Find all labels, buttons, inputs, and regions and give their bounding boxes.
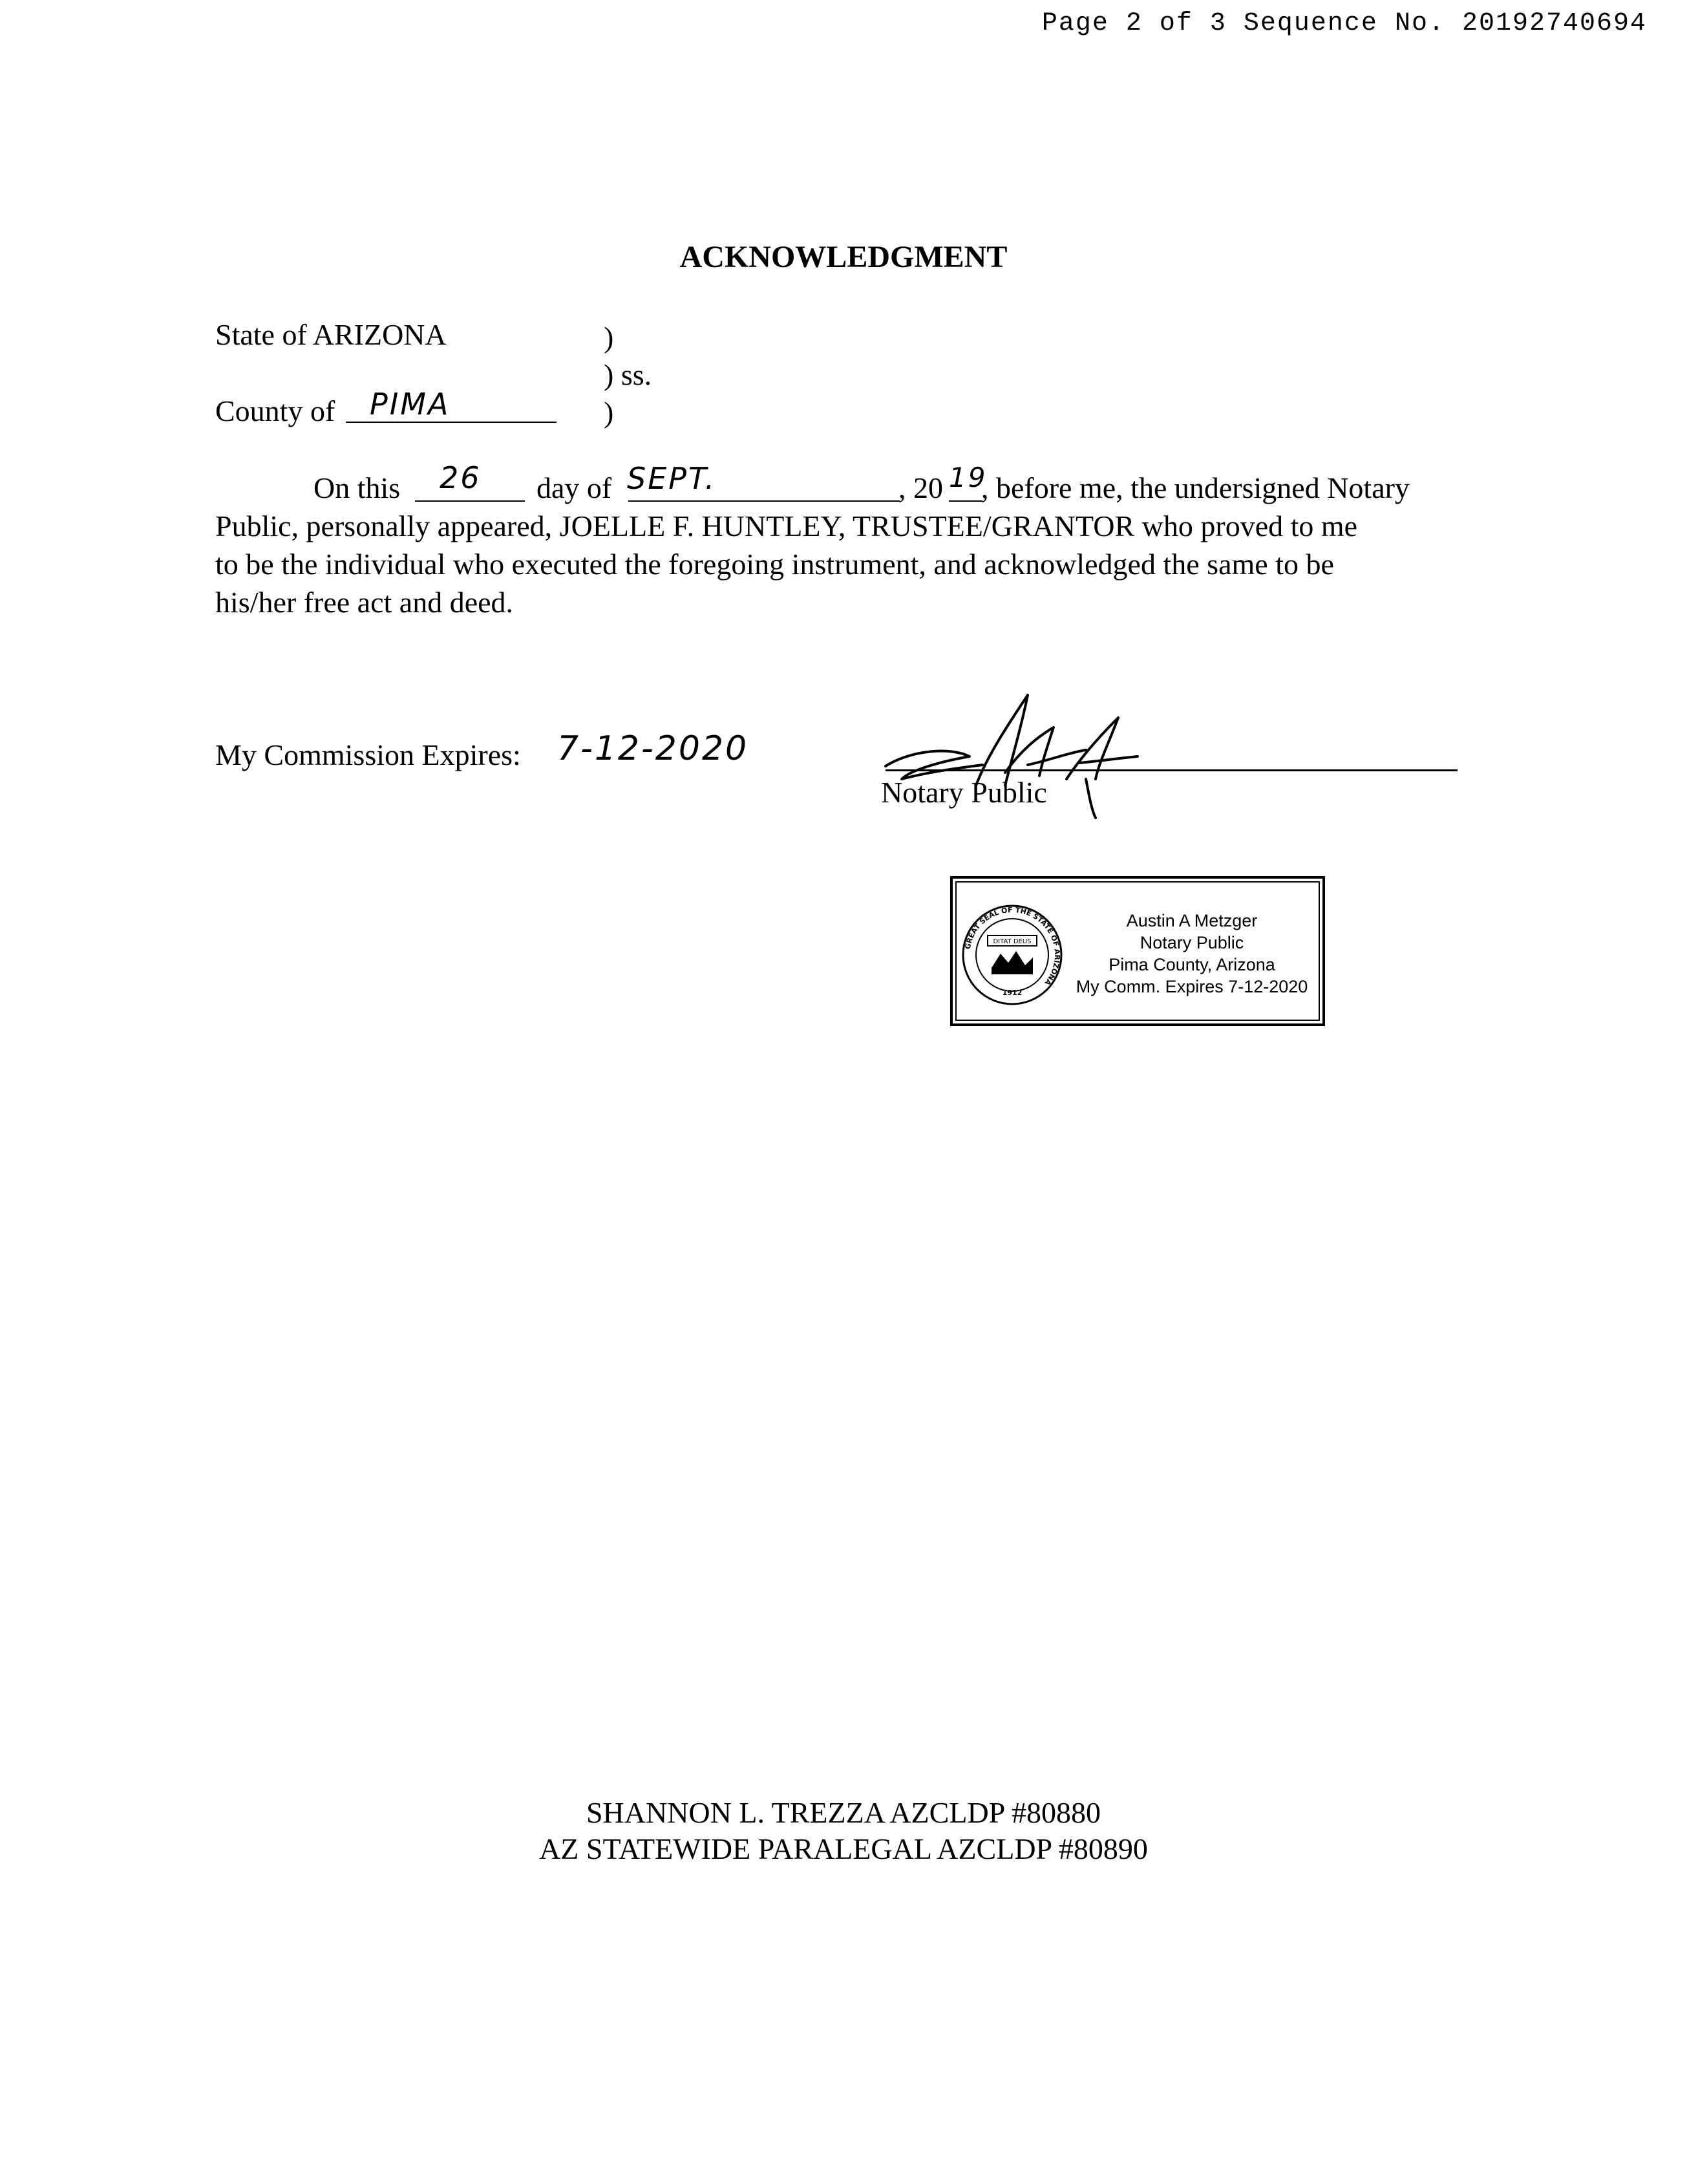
stamp-notary-title: Notary Public [1140,933,1244,952]
commission-handwritten-value: 7-12-2020 [557,729,749,768]
signature-line [886,769,1458,771]
stamp-notary-name: Austin A Metzger [1126,911,1258,930]
seal-ring-text: GREAT SEAL OF THE STATE OF ARIZONA [963,905,1062,987]
commission-label: My Commission Expires: [215,738,521,771]
month-blank-line [628,500,900,502]
seal-motto: DITAT DEUS [993,938,1032,945]
arizona-great-seal-icon [960,903,1064,1007]
state-line: State of ARIZONA [215,318,447,351]
footer-line-2: AZ STATEWIDE PARALEGAL AZCLDP #80890 [539,1832,1148,1865]
footer-line-1: SHANNON L. TREZZA AZCLDP #80880 [586,1796,1101,1829]
ack-line-3: to be the individual who executed the foregoing instrument, and acknowledged the same to be [215,548,1334,581]
venue-paren-1: ) [604,321,614,354]
county-blank-line [346,422,557,423]
ack-on-this: On this [313,471,401,504]
county-label: County of [215,394,335,427]
stamp-expires: My Comm. Expires 7-12-2020 [1076,977,1308,996]
ack-line-4: his/her free act and deed. [215,586,514,619]
venue-ss: ) ss. [604,358,652,391]
day-blank-line [415,500,525,502]
year-blank-line [949,500,982,502]
signature-caption: Notary Public [881,776,1047,809]
county-handwritten-value: PIMA [370,387,451,422]
ack-line1-rest: , before me, the undersigned Notary [981,471,1410,504]
ack-year-prefix: , 20 [898,471,943,504]
stamp-county: Pima County, Arizona [1109,955,1275,974]
page-sequence-header: Page 2 of 3 Sequence No. 20192740694 [1041,9,1647,38]
seal-year: 1912 [1002,989,1023,997]
ack-line-2: Public, personally appeared, JOELLE F. HUNTLEY, TRUSTEE/GRANTOR who proved to me [215,509,1358,542]
ack-day-of: day of [536,471,612,504]
document-title: ACKNOWLEDGMENT [679,240,1008,274]
year-handwritten-value: 19 [949,462,988,493]
stamp-text [1069,910,1315,998]
day-handwritten-value: 26 [440,460,482,495]
notary-stamp [950,876,1325,1026]
month-handwritten-value: SEPT. [627,461,717,496]
venue-paren-3: ) [604,396,614,429]
